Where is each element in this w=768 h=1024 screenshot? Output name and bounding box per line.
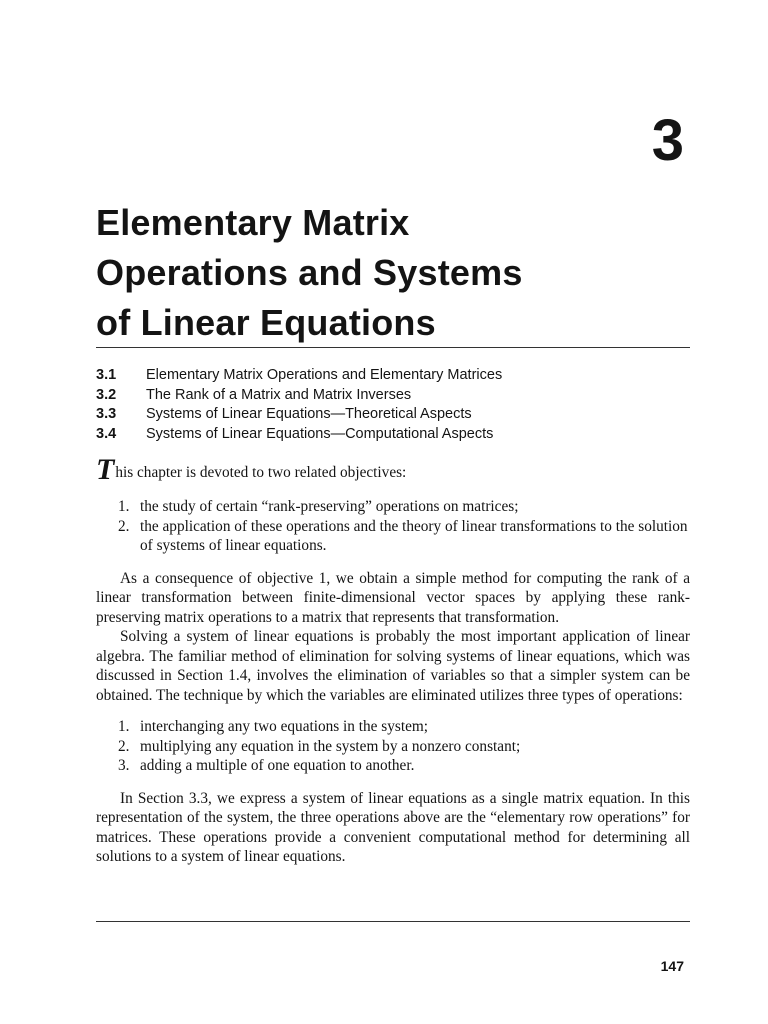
section-entry: [96, 405, 690, 425]
drop-cap: T: [96, 453, 115, 486]
chapter-title-line: Elementary Matrix: [96, 202, 410, 243]
list-item-number: 2.: [118, 517, 130, 535]
section-number: 3.4: [96, 425, 117, 442]
list-item: [96, 717, 690, 737]
paragraph: In Section 3.3, we express a system of linear equations as a single matrix equation. In this representation of the system, the three operations above are the “elementary row operations” for matrices. These operations provide a convenient computational method for determining all solutions to a system of linear equations.: [96, 789, 690, 865]
list-item: [96, 517, 690, 556]
section-title: Systems of Linear Equations—Computational Aspects: [146, 425, 494, 442]
list-item: [96, 756, 690, 776]
section-entry: [96, 386, 690, 406]
intro-text: his chapter is devoted to two related objectives:: [115, 464, 407, 481]
section-title: Systems of Linear Equations—Theoretical Aspects: [146, 406, 472, 422]
list-item: [96, 497, 690, 517]
list-item-number: 2.: [118, 737, 130, 755]
section-entry: [96, 366, 690, 386]
list-item-text: interchanging any two equations in the system;: [140, 718, 429, 735]
list-item: [96, 737, 690, 757]
paragraph: Solving a system of linear equations is probably the most important application of linear algebra. The familiar method of elimination for solving systems of linear equations, which was discussed in Section 1.4, involves the elimination of variables so that a simpler system can be obtained. The technique by which the variables are eliminated utilizes three types of operations:: [96, 628, 690, 704]
chapter-number: 3: [651, 108, 684, 173]
section-entry: [96, 425, 690, 445]
chapter-title-line: Operations and Systems: [96, 252, 523, 293]
list-item-text: the application of these operations and the theory of linear transformations to the solution of systems of linear equations.: [140, 517, 688, 554]
section-list: [96, 366, 690, 444]
list-item-text: adding a multiple of one equation to another.: [140, 757, 415, 774]
section-number: 3.1: [96, 367, 117, 383]
list-item-number: 1.: [118, 498, 130, 515]
list-item-text: the study of certain “rank-preserving” operations on matrices;: [140, 498, 519, 515]
list-item-number: 3.: [118, 757, 130, 774]
section-number: 3.3: [96, 406, 117, 422]
chapter-body: [96, 455, 690, 867]
bottom-divider: [96, 921, 690, 922]
paragraph: As a consequence of objective 1, we obtain a simple method for computing the rank of a linear transformation between finite-dimensional vector spaces by applying these rank-preserving matrix operations to a matrix that represents that transformation.: [96, 569, 690, 626]
chapter-title: [96, 198, 696, 348]
chapter-title-line: of Linear Equations: [96, 302, 436, 343]
section-title: Elementary Matrix Operations and Elementary Matrices: [146, 367, 503, 383]
objectives-list: [96, 497, 690, 556]
operations-list: [96, 717, 690, 776]
top-divider: [96, 347, 690, 348]
intro-sentence: [96, 455, 690, 485]
list-item-number: 1.: [118, 718, 130, 735]
section-title: The Rank of a Matrix and Matrix Inverses: [146, 386, 412, 403]
list-item-text: multiplying any equation in the system by a nonzero constant;: [140, 737, 521, 755]
page-number: 147: [660, 958, 684, 974]
section-number: 3.2: [96, 386, 117, 403]
